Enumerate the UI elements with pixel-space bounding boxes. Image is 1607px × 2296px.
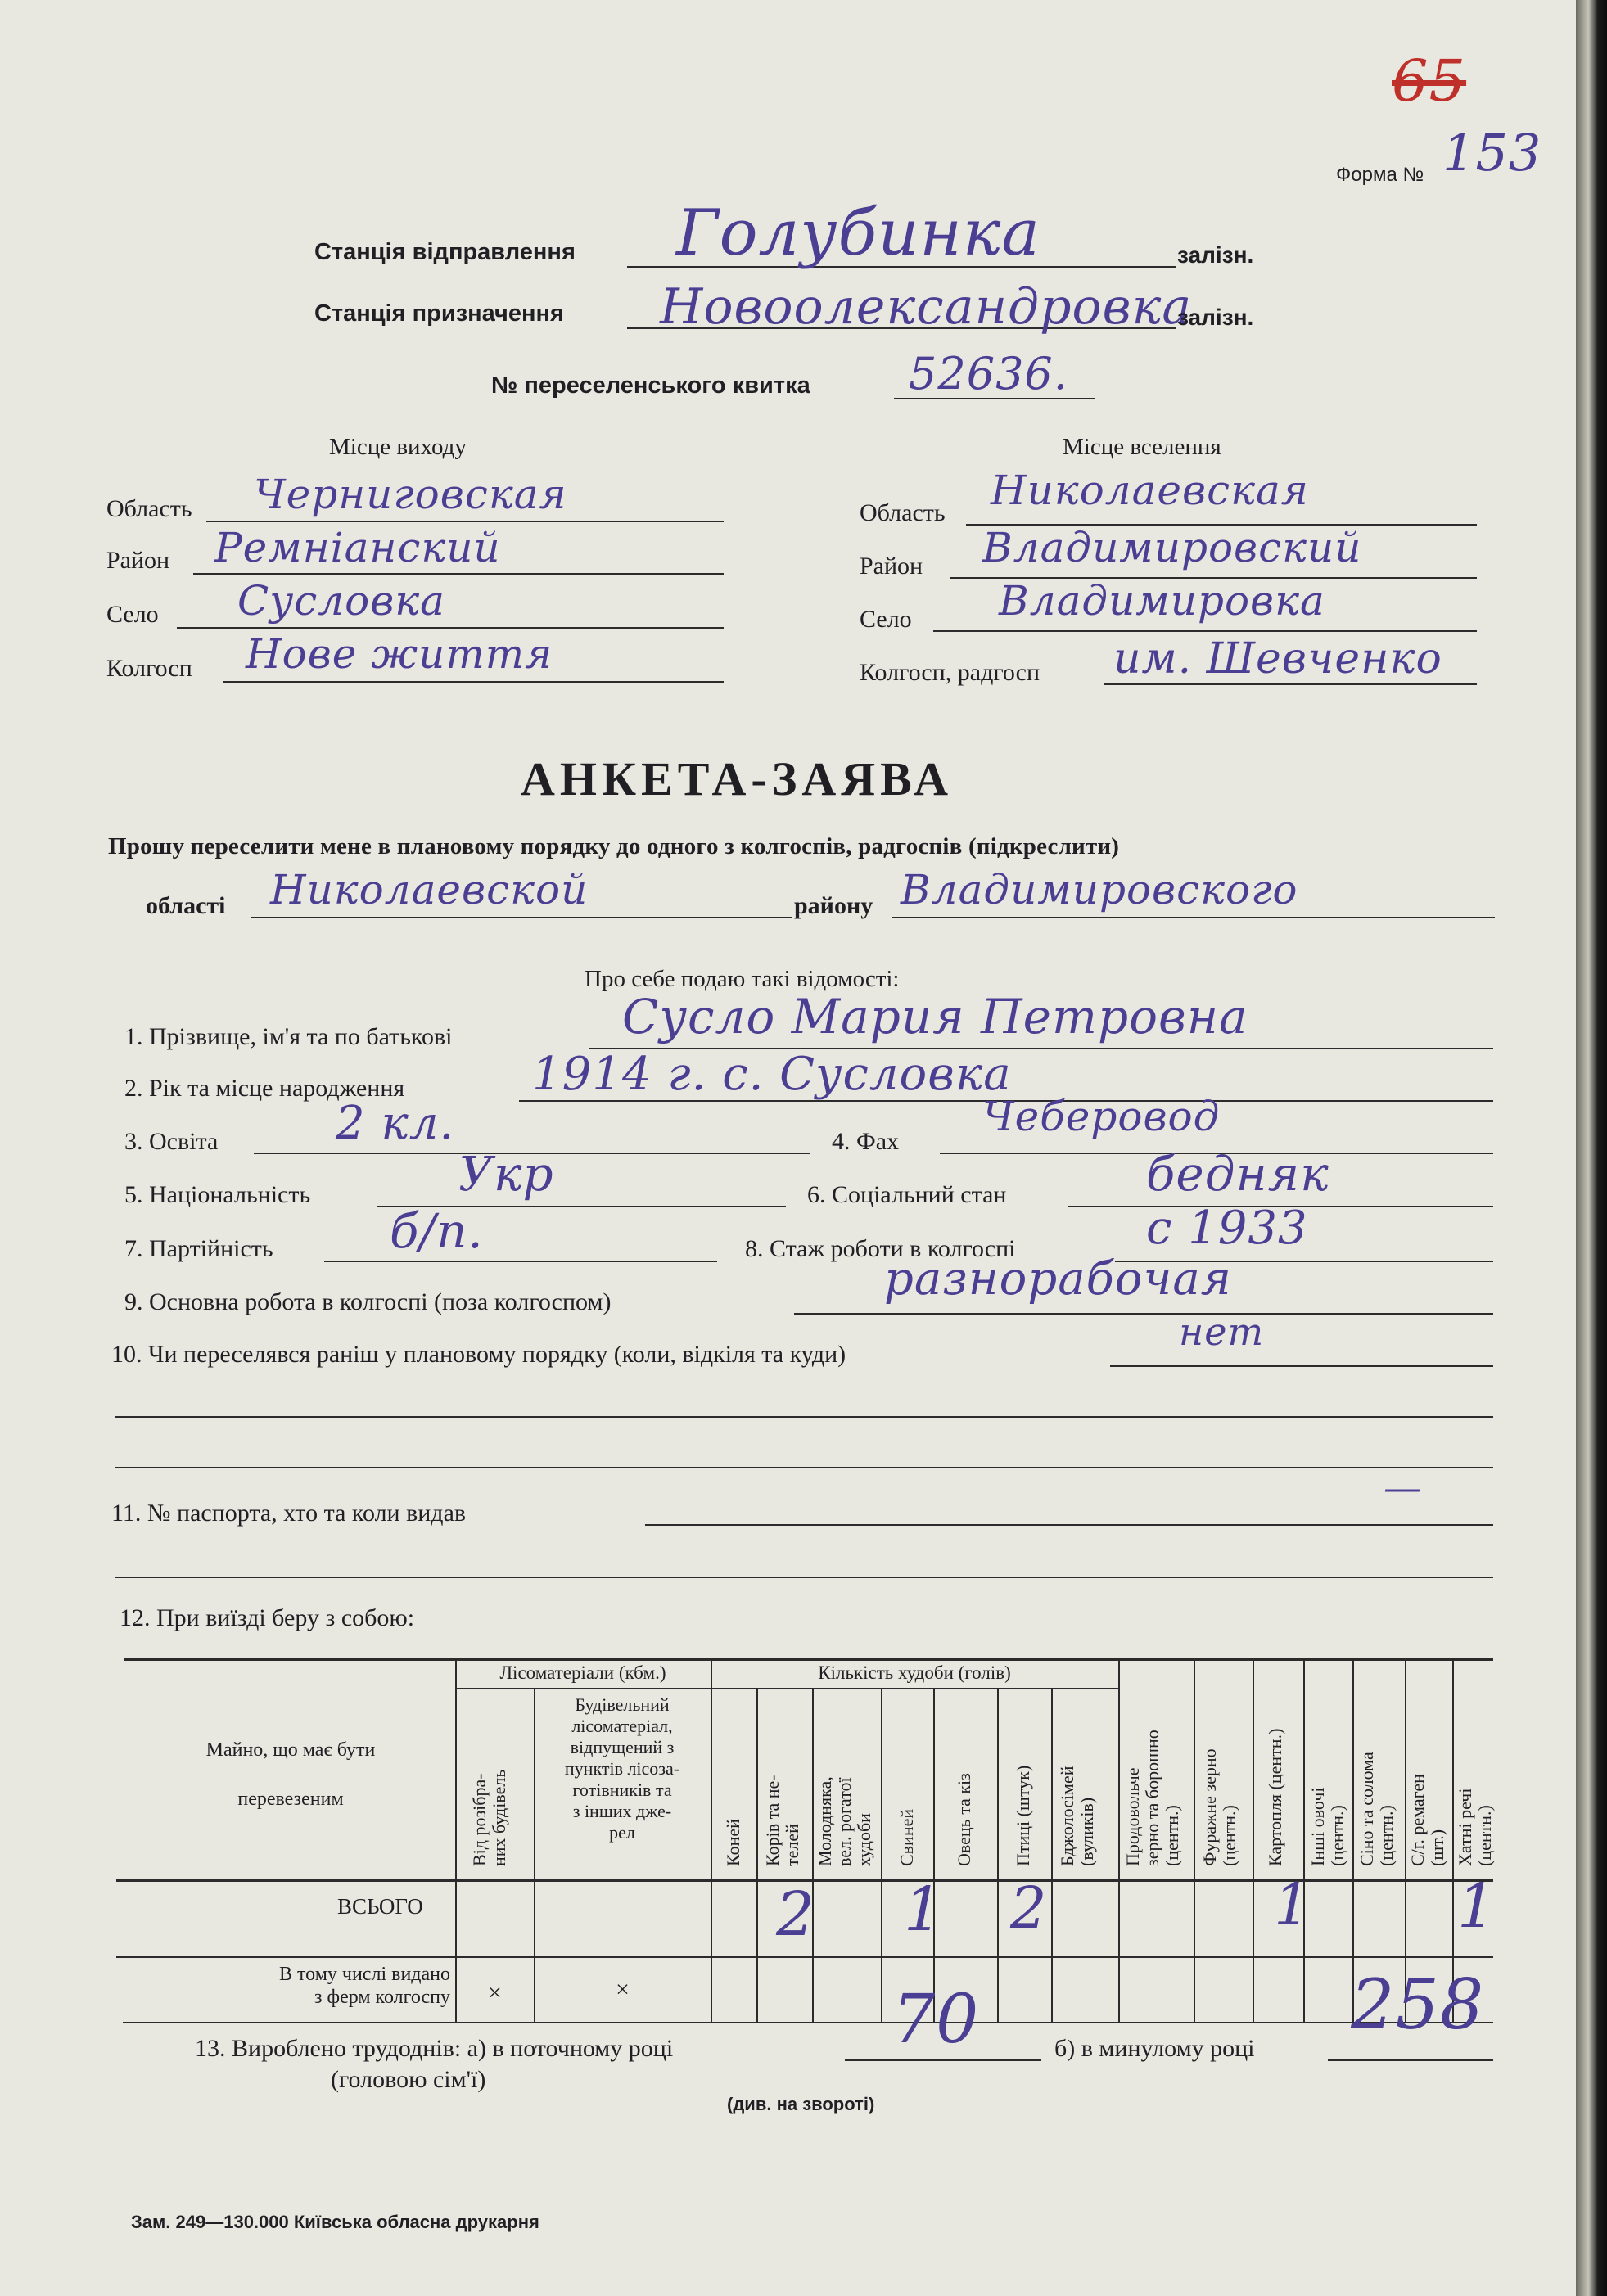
col-dismantled: Від розібра- них будівель xyxy=(469,1769,509,1866)
field-11-line-2 xyxy=(115,1577,1493,1578)
field-11-value: — xyxy=(1384,1465,1422,1509)
departure-rail-suffix: залізн. xyxy=(1177,242,1254,268)
destination-kolhosp-value: им. Шевченко xyxy=(1113,634,1442,683)
field-1-value: Сусло Мария Петровна xyxy=(622,989,1248,1044)
field-5-label: 5. Національність xyxy=(124,1181,311,1208)
destination-station-label: Станція призначення xyxy=(314,300,564,327)
destination-kolhosp-line xyxy=(1104,683,1477,685)
field-3-label: 3. Освіта xyxy=(124,1128,219,1155)
page-number-struck: 65 xyxy=(1392,47,1467,115)
ticket-label: № переселенського квитка xyxy=(491,372,810,399)
col-sheep: Овець та кіз xyxy=(954,1773,974,1866)
form-label: Форма № xyxy=(1336,164,1424,186)
origin-selo-value: Сусловка xyxy=(237,577,445,625)
col-pigs: Свиней xyxy=(896,1808,917,1866)
scan-edge xyxy=(1576,0,1607,2296)
total-pigs: 1 xyxy=(904,1874,944,1945)
field-2-value: 1914 г. с. Сусловка xyxy=(532,1048,1012,1101)
field-12-label: 12. При виїзді беру з собою: xyxy=(120,1604,415,1631)
col-bees: Бджолосімей (вуликів) xyxy=(1057,1766,1097,1866)
col-potato: Картопля (центн.) xyxy=(1265,1728,1285,1866)
col-grain-feed: Фуражне зерно (центн.) xyxy=(1199,1748,1239,1866)
cross-building: × xyxy=(616,1976,630,2003)
workdays-prev-line xyxy=(1328,2059,1493,2061)
request-oblast-line xyxy=(251,917,792,918)
request-oblast-label: області xyxy=(146,892,226,919)
destination-oblast-label: Область xyxy=(860,499,946,526)
field-5-value: Укр xyxy=(458,1146,554,1202)
field-1-label: 1. Прізвище, ім'я та по батькові xyxy=(124,1023,453,1050)
departure-station-value: Голубинка xyxy=(676,196,1040,270)
request-raion-line xyxy=(892,917,1495,918)
request-raion-label: району xyxy=(794,892,873,919)
col-poultry: Птиці (штук) xyxy=(1013,1765,1033,1866)
field-7-value: б/п. xyxy=(390,1203,484,1259)
field-10-line-2 xyxy=(115,1416,1493,1418)
origin-raion-value: Ремніанский xyxy=(214,524,501,571)
field-6-value: бедняк xyxy=(1146,1146,1329,1202)
form-title: АНКЕТА-ЗАЯВА xyxy=(521,752,954,805)
request-text: Прошу переселити мене в плановому порядку до одного з колгоспів, радгоспів (підкреслити) xyxy=(108,833,1120,859)
total-poultry: 2 xyxy=(1010,1874,1048,1942)
origin-selo-label: Село xyxy=(106,601,159,628)
destination-selo-value: Владимировка xyxy=(999,577,1325,625)
destination-selo-line xyxy=(933,630,1477,632)
group-lumber: Лісоматеріали (кбм.) xyxy=(499,1662,666,1683)
field-4-label: 4. Фах xyxy=(832,1128,900,1155)
origin-kolhosp-value: Нове життя xyxy=(246,630,553,678)
field-11-line xyxy=(645,1524,1493,1526)
departure-station-label: Станція відправлення xyxy=(314,239,576,265)
origin-selo-line xyxy=(177,627,724,629)
field-10-line-3 xyxy=(115,1467,1493,1468)
col-building: Будівельний лісоматеріал, відпущений з пунктів лісоза- готівників та з інших дже- рел xyxy=(564,1694,680,1843)
request-oblast-value: Николаевской xyxy=(270,866,589,913)
workdays-prev-value: 258 xyxy=(1351,1964,1485,2045)
col-house: Хатні речі (центн.) xyxy=(1455,1788,1495,1866)
total-house: 1 xyxy=(1457,1871,1497,1942)
workdays-sub-label: (головою сім'ї) xyxy=(331,2066,486,2093)
form-number: 153 xyxy=(1442,123,1542,183)
field-11-label: 11. № паспорта, хто та коли видав xyxy=(111,1500,467,1527)
workdays-prev-label: б) в минулому році xyxy=(1054,2035,1255,2062)
origin-oblast-value: Черниговская xyxy=(254,471,567,518)
destination-station-value: Новоолександровка xyxy=(660,278,1193,336)
row-issued-label: В тому числі видано з ферм колгоспу xyxy=(278,1964,450,2008)
destination-rail-suffix: залізн. xyxy=(1177,304,1254,330)
origin-raion-line xyxy=(193,573,724,575)
ticket-value: 52636. xyxy=(909,348,1068,399)
field-7-line xyxy=(324,1261,717,1262)
group-livestock: Кількість худоби (голів) xyxy=(818,1662,1011,1683)
field-8-value: с 1933 xyxy=(1146,1202,1308,1255)
workdays-current-value: 70 xyxy=(892,1981,980,2059)
field-10-line xyxy=(1110,1365,1493,1367)
destination-heading: Місце вселення xyxy=(1063,434,1221,460)
origin-oblast-line xyxy=(206,521,724,522)
col-horses: Коней xyxy=(723,1819,743,1866)
col-tools: С/г. ремаген (шт.) xyxy=(1407,1774,1447,1866)
field-10-label: 10. Чи переселявся раніш у плановому порядку (коли, відкіля та куди) xyxy=(111,1341,846,1368)
workdays-label: 13. Вироблено трудоднів: а) в поточному році xyxy=(195,2035,674,2062)
col-property: Майно, що має бути перевезеним xyxy=(205,1739,376,1810)
field-9-line xyxy=(794,1313,1493,1315)
field-9-label: 9. Основна робота в колгоспі (поза колгоспом) xyxy=(124,1288,612,1315)
cross-dismantled: × xyxy=(488,1979,502,2006)
origin-kolhosp-line xyxy=(223,681,724,683)
destination-oblast-value: Николаевская xyxy=(991,467,1309,514)
printer-footer: Зам. 249—130.000 Київська обласна друкарня xyxy=(131,2212,539,2232)
field-4-value: Чеберовод xyxy=(982,1093,1221,1140)
field-6-label: 6. Соціальний стан xyxy=(807,1181,1007,1208)
col-veg: Інші овочі (центн.) xyxy=(1307,1787,1347,1866)
destination-kolhosp-label: Колгосп, радгосп xyxy=(860,659,1040,686)
field-9-value: разнорабочая xyxy=(884,1252,1232,1306)
field-8-label: 8. Стаж роботи в колгоспі xyxy=(745,1235,1016,1262)
destination-selo-label: Село xyxy=(860,606,912,633)
field-10-value: нет xyxy=(1179,1310,1265,1354)
field-2-label: 2. Рік та місце народження xyxy=(124,1075,405,1102)
col-young: Молодняка, вел. рогатої худоби xyxy=(815,1776,874,1866)
origin-kolhosp-label: Колгосп xyxy=(106,655,192,682)
total-potato: 1 xyxy=(1274,1871,1311,1938)
workdays-current-line xyxy=(845,2059,1041,2061)
destination-raion-label: Район xyxy=(860,553,923,580)
col-cows: Корів та не- телей xyxy=(762,1775,802,1866)
total-cows: 2 xyxy=(776,1879,816,1950)
destination-raion-value: Владимировский xyxy=(982,524,1362,571)
col-grain-food: Продовольче зерно та борошно (центн.) xyxy=(1122,1730,1182,1866)
request-raion-value: Владимировского xyxy=(901,866,1298,913)
origin-raion-label: Район xyxy=(106,547,170,574)
origin-heading: Місце виходу xyxy=(329,434,467,460)
about-intro: Про себе подаю такі відомості: xyxy=(585,966,900,992)
field-7-label: 7. Партійність xyxy=(124,1235,273,1262)
see-back-note: (див. на звороті) xyxy=(727,2094,875,2114)
origin-oblast-label: Область xyxy=(106,495,192,522)
row-total-label: ВСЬОГО xyxy=(337,1894,423,1919)
field-3-value: 2 кл. xyxy=(336,1097,455,1150)
col-hay: Сіно та солома (центн.) xyxy=(1356,1752,1397,1866)
